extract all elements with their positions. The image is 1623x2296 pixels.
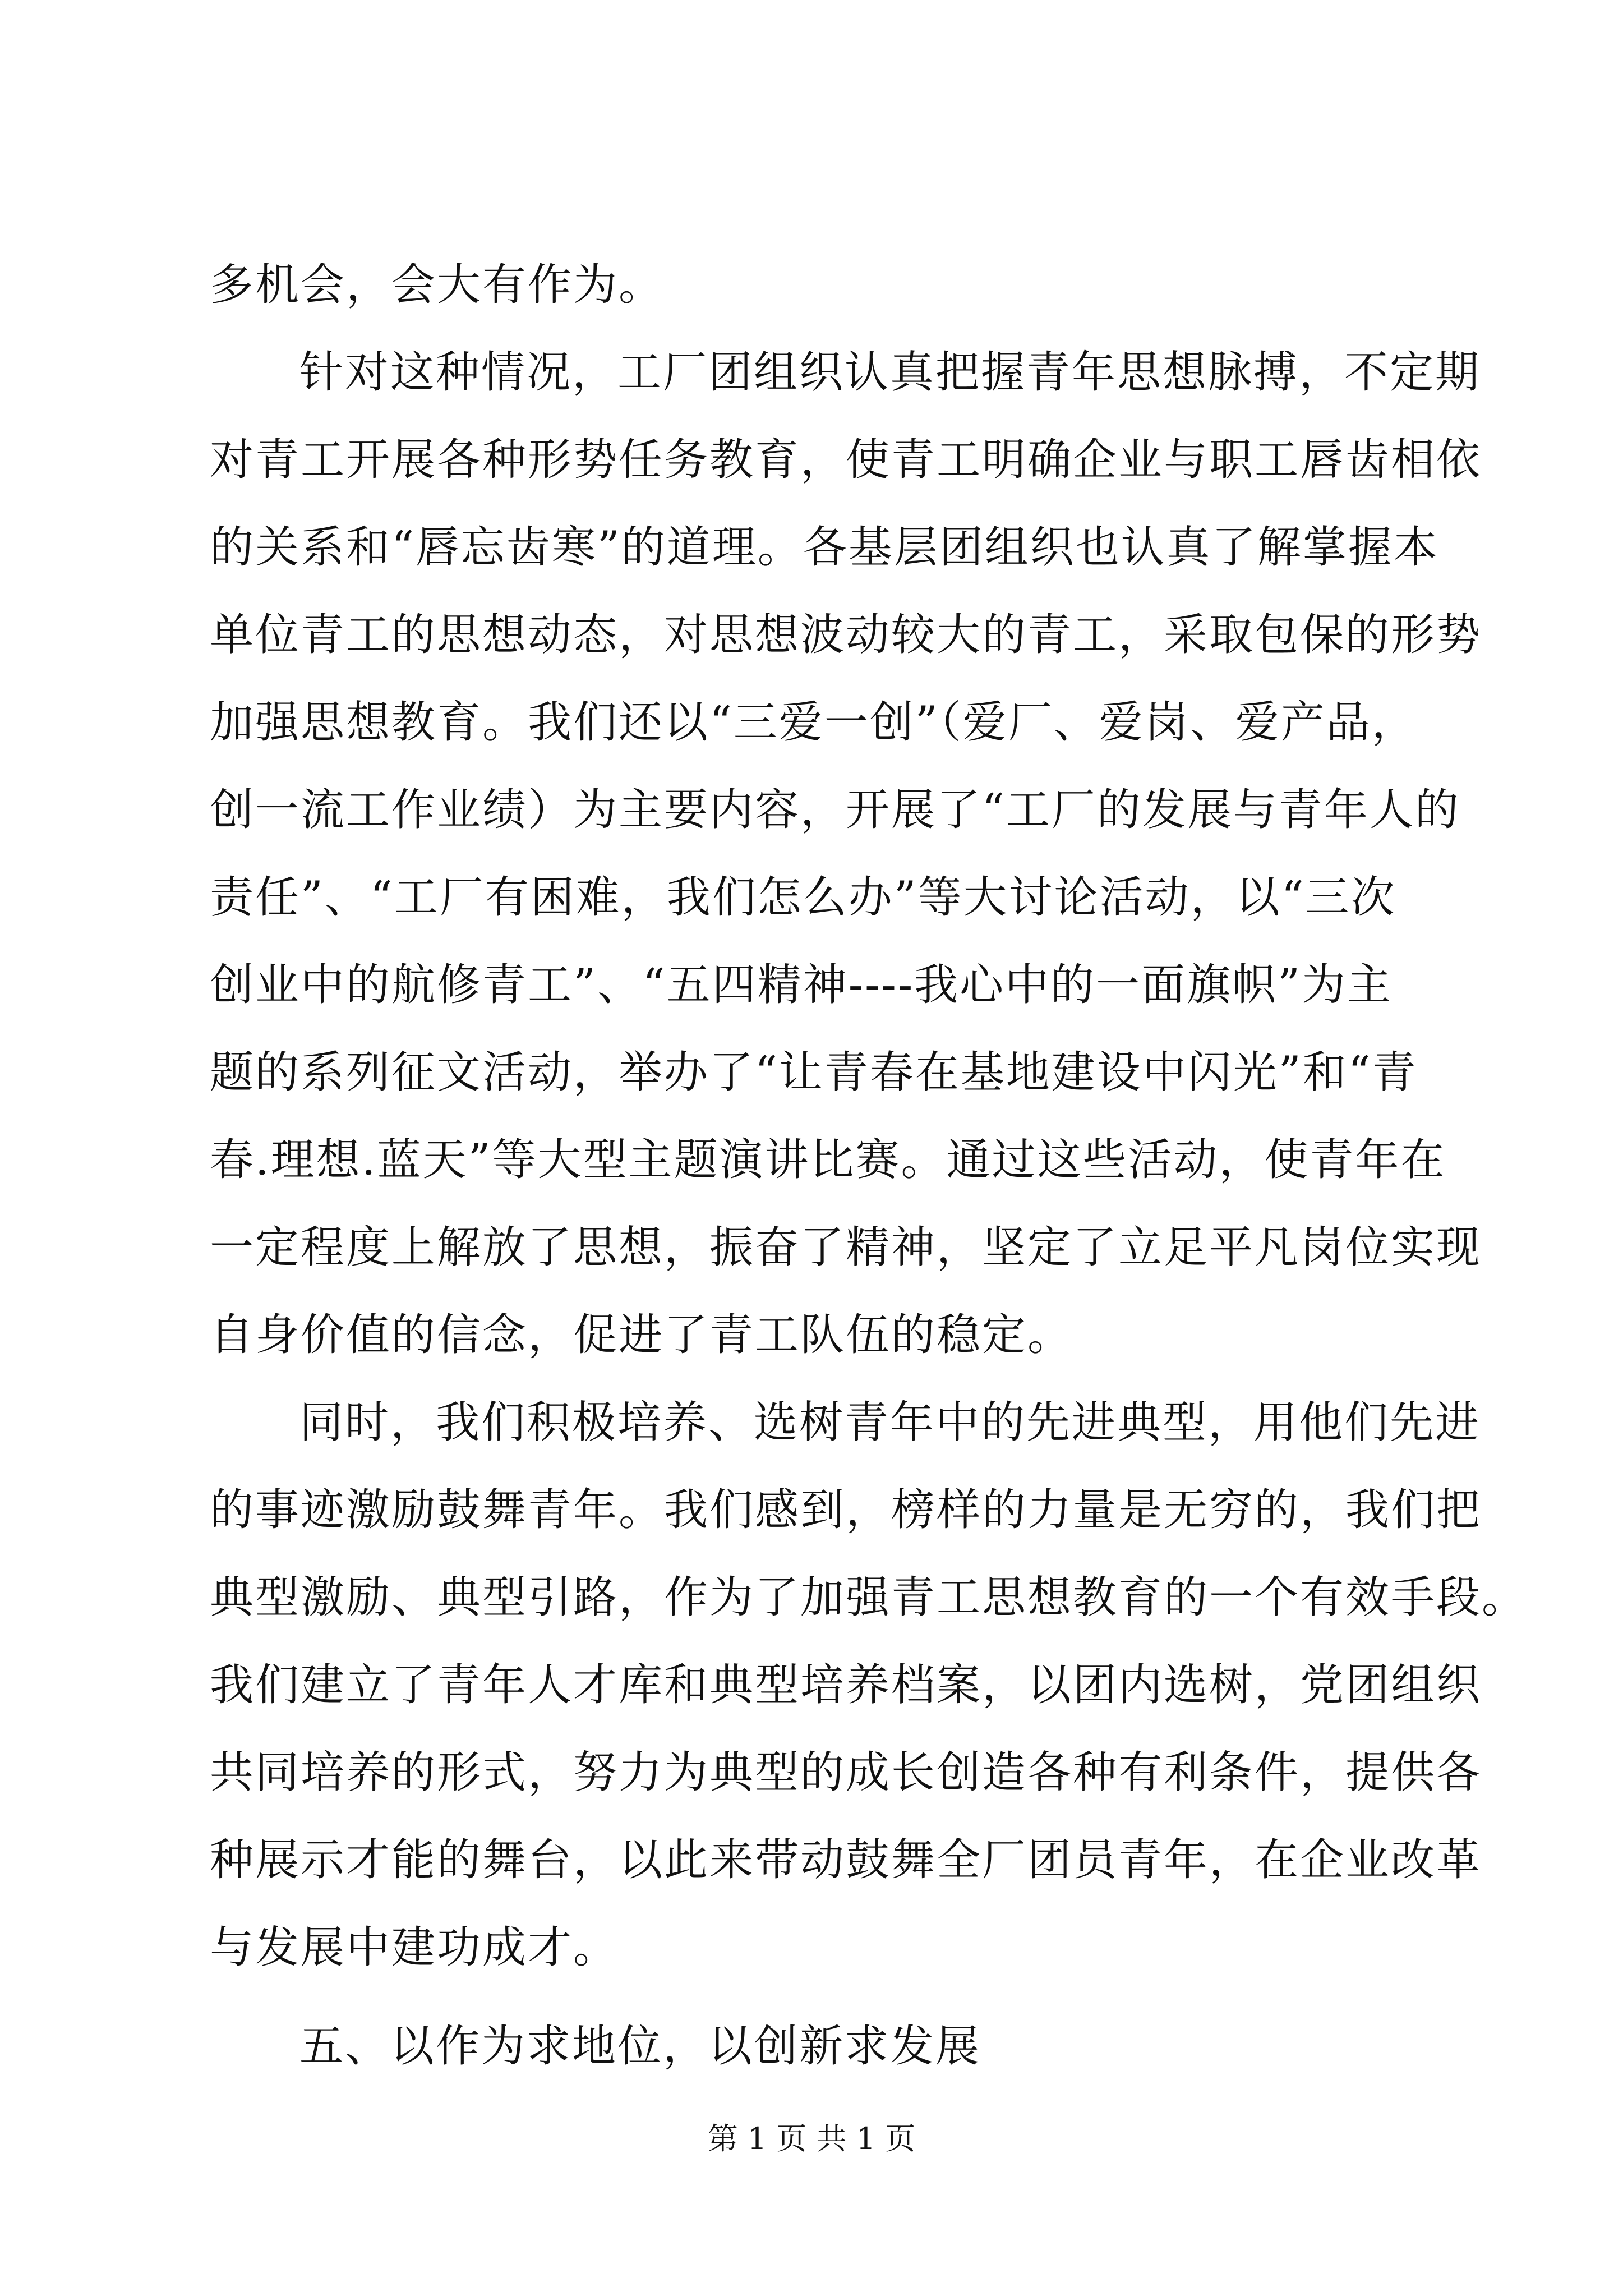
text-line: 加强思想教育。我们还以“三爱一创”（爱厂、爱岗、爱产品，	[210, 697, 1417, 748]
text-line: 单位青工的思想动态，对思想波动较大的青工，采取包保的形势	[210, 610, 1482, 660]
paragraph-start-line: 同时，我们积极培养、选树青年中的先进典型，用他们先进	[299, 1397, 1481, 1448]
text-line: 创一流工作业绩）为主要内容，开展了“工厂的发展与青年人的	[210, 785, 1460, 835]
text-line: 春.理想.蓝天”等大型主题演讲比赛。通过这些活动，使青年在	[210, 1135, 1446, 1185]
section-heading: 五、以作为求地位，以创新求发展	[299, 2021, 981, 2072]
text-line: 题的系列征文活动，举办了“让青春在基地建设中闪光”和“青	[210, 1047, 1418, 1098]
text-line: 对青工开展各种形势任务教育，使青工明确企业与职工唇齿相依	[210, 435, 1482, 485]
text-line: 典型激励、典型引路，作为了加强青工思想教育的一个有效手段。	[210, 1572, 1528, 1623]
text-line: 一定程度上解放了思想，振奋了精神，坚定了立足平凡岗位实现	[210, 1222, 1482, 1273]
text-line: 与发展中建功成才。	[210, 1922, 619, 1973]
document-body	[210, 241, 1528, 2090]
text-line: 的事迹激励鼓舞青年。我们感到，榜样的力量是无穷的，我们把	[210, 1485, 1482, 1535]
text-line: 自身价值的信念，促进了青工队伍的稳定。	[210, 1310, 1073, 1360]
page-footer: 第 1 页 共 1 页	[707, 2121, 916, 2156]
text-line: 我们建立了青年人才库和典型培养档案，以团内选树，党团组织	[210, 1660, 1482, 1710]
text-line: 共同培养的形式，努力为典型的成长创造各种有利条件，提供各	[210, 1747, 1482, 1798]
text-line: 责任”、“工厂有困难，我们怎么办”等大讨论活动，以“三次	[210, 872, 1396, 923]
text-line: 创业中的航修青工”、“五四精神----我心中的一面旗帜”为主	[210, 960, 1393, 1010]
text-line: 的关系和“唇忘齿寒”的道理。各基层团组织也认真了解掌握本	[210, 522, 1439, 573]
text-line: 多机会，会大有作为。	[210, 260, 665, 310]
text-line: 种展示才能的舞台，以此来带动鼓舞全厂团员青年，在企业改革	[210, 1835, 1482, 1885]
paragraph-start-line: 针对这种情况，工厂团组织认真把握青年思想脉搏，不定期	[299, 347, 1481, 398]
